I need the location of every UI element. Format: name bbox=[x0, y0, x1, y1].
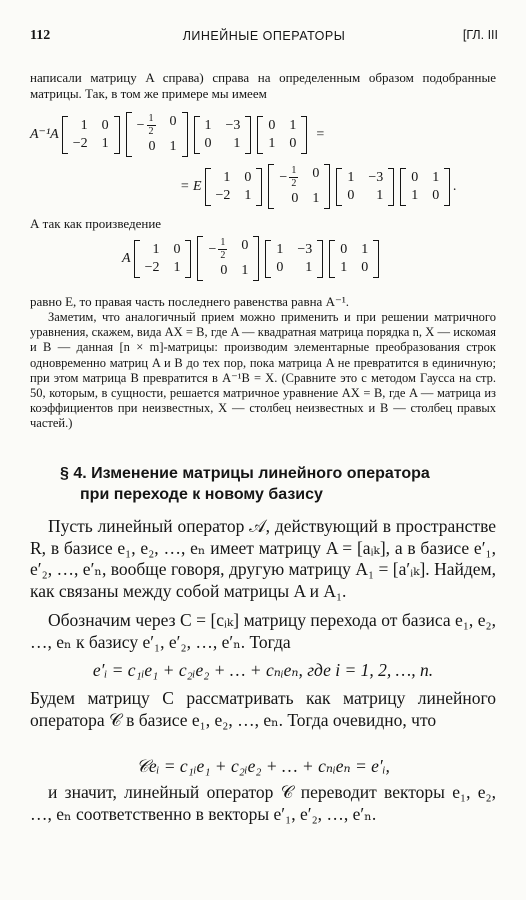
paragraph-6: Обозначим через C = [cᵢₖ] матрицу перехода от базиса e₁, e₂, …, eₙ к базису e′₁, e′₂, …, e′ₙ. Тогда bbox=[30, 610, 496, 652]
paragraph-8: и значит, линейный оператор 𝒞 переводит векторы e₁, e₂, …, eₙ соответственно в векторы e′₁, e′₂, …, e′ₙ. bbox=[30, 782, 496, 824]
paragraph-3: равно E, то правая часть последнего равенства равна A⁻¹. bbox=[30, 294, 349, 309]
eq1-prefix: A⁻¹A bbox=[30, 127, 59, 142]
matrix: 0 1 1 0 bbox=[329, 240, 379, 278]
matrix: 1 −3 0 1 bbox=[336, 168, 394, 206]
equation-1: A⁻¹A 1 0 −2 1 − $\frac{1}{2}$ 0 0 1 1 −3 0 1 0 1 1 0 = bbox=[30, 112, 330, 157]
section-heading-line-2: при переходе к новому базису bbox=[80, 486, 323, 503]
matrix: 0 1 1 0 bbox=[257, 116, 307, 154]
equation-2: = E 1 0 −2 1 − $\frac{1}{2}$ 0 0 1 1 −3 0 1 0 1 1 0 . bbox=[180, 164, 457, 209]
matrix-with-fraction: − $\frac{1}{2}$ 0 0 1 bbox=[126, 112, 188, 157]
running-title: ЛИНЕЙНЫЕ ОПЕРАТОРЫ bbox=[182, 29, 346, 43]
paragraph-7: Будем матрицу C рассматривать как матрицу линейного оператора 𝒞 в базисе e₁, e₂, …, eₙ. Тогда очевидно, что bbox=[30, 688, 496, 730]
matrix-with-fraction: − $\frac{1}{2}$ 0 0 1 bbox=[197, 236, 259, 281]
matrix: 1 0 −2 1 bbox=[134, 240, 192, 278]
section-heading bbox=[60, 463, 500, 505]
matrix: 1 −3 0 1 bbox=[265, 240, 323, 278]
matrix-with-fraction: − $\frac{1}{2}$ 0 0 1 bbox=[268, 164, 330, 209]
matrix: 1 0 −2 1 bbox=[62, 116, 120, 154]
running-header bbox=[30, 28, 498, 48]
matrix: 1 0 −2 1 bbox=[205, 168, 263, 206]
matrix: 1 −3 0 1 bbox=[194, 116, 252, 154]
paragraph-2: А так как произведение bbox=[30, 216, 162, 231]
eq2-prefix: = E bbox=[180, 178, 202, 194]
section-heading-line-1: § 4. Изменение матрицы линейного оператора bbox=[60, 465, 430, 482]
paragraph-4: Заметим, что аналогичный прием можно применить и при решении матричного уравнения, скажем, вида AX = B, где A — квадратная матрица порядка n, X — искомая и B — данная [n × m]-матрицы: производим элементарные преобразования строк одновременно матриц A и B до тех пор, пока матрица A не превратится в единичную; при этом матрица B превратится в A⁻¹B = X. (Сравните это с методом Гаусса на стр. 50, которым, в сущности, решается матричное уравнение AX = B, где A — матрица из коэффициентов при неизвестных, X — столбец неизвестных и B — столбец правых частей.) bbox=[30, 310, 496, 431]
equation-4: e′ᵢ = c₁ᵢe₁ + c₂ᵢe₂ + … + cₙᵢeₙ, где i = 1, 2, …, n. bbox=[92, 660, 434, 680]
equation-3 bbox=[122, 236, 382, 281]
matrix: 0 1 1 0 bbox=[400, 168, 450, 206]
paragraph-5: Пусть линейный оператор 𝒜, действующий в пространстве R, в базисе e₁, e₂, …, eₙ имеет матрицу A = [aᵢₖ], а в базисе e′₁, e′₂, …, e′ₙ, вообще говоря, другую матрицу A₁ = [a′ᵢₖ]. Найдем, как связаны между собой матрицы A и A₁. bbox=[30, 516, 496, 601]
equation-5: 𝒞eᵢ = c₁ᵢe₁ + c₂ᵢe₂ + … + cₙᵢeₙ = e′ᵢ, bbox=[136, 756, 390, 776]
chapter-label: [ГЛ. III bbox=[462, 28, 498, 42]
page-number: 112 bbox=[30, 28, 51, 43]
paragraph-1: написали матрицу A справа) справа на определенным образом подобранные матрицы. Так, в том же примере мы имеем bbox=[30, 70, 496, 101]
eq3-prefix: A bbox=[122, 250, 131, 266]
